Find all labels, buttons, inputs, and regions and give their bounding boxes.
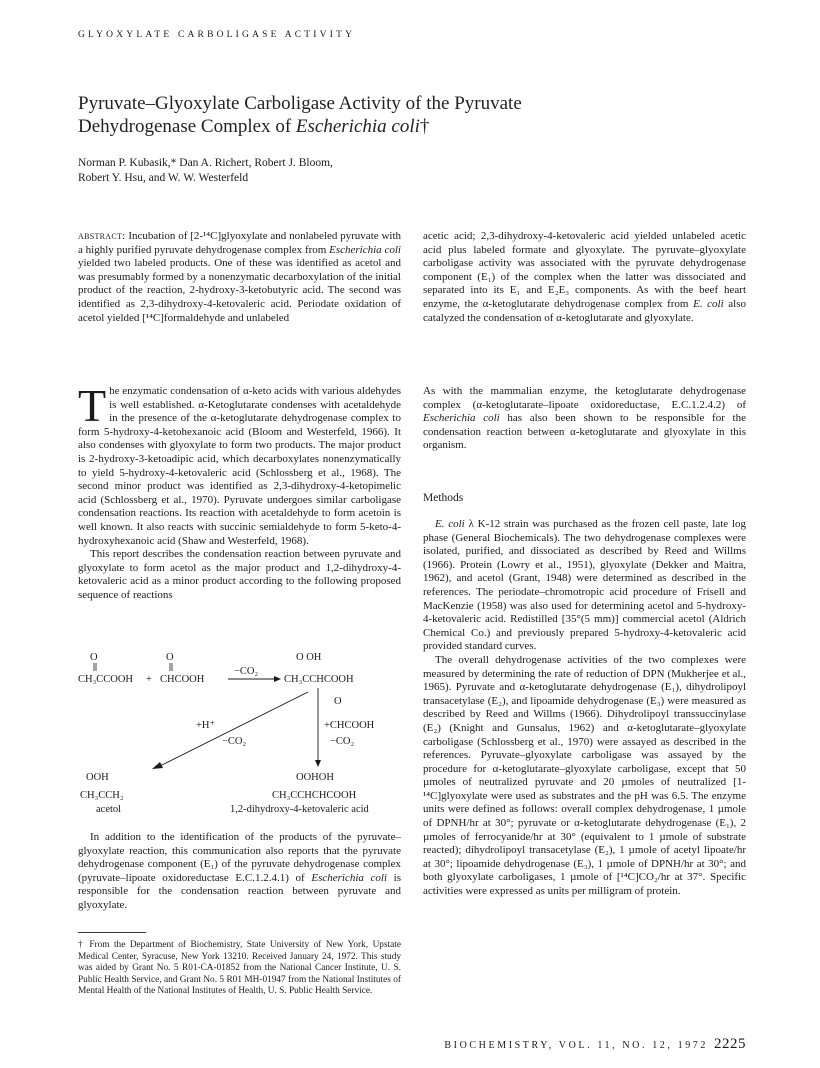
after-scheme-text-a: In addition to the identification of the products of the pyruvate–glyoxylate reaction, this communication also reports that the pyruvate dehydrogenase component (E₁) of the pyruvate dehydrogenase complex (pyruvate–lipoate oxidoreductase E.C.1.2.4.1) of: [78, 831, 401, 884]
page-number: 2225: [714, 1036, 746, 1052]
abstract-left-column: [78, 230, 401, 325]
scheme-arrowhead-down: [315, 760, 321, 767]
scheme-minor-formula: CH₃CCHCHCOOH: [272, 790, 357, 801]
abstract-text-a: Incubation of [2-¹⁴C]glyoxylate and nonlabeled pyruvate with a highly purified pyruvate dehydrogenase complex from: [78, 230, 401, 256]
intro-paragraph-1: he enzymatic condensation of α-keto acids with various aldehydes is well established. α-Ketoglutarate condenses with acetaldehyde in the presence of the α-ketoglutarate dehydrogenase complex to form 5-hydroxy-4-ketohexanoic acid (Bloom and Westerfeld, 1966). It also condenses with glyoxylate to form two products. The major product is 2-hydroxy-3-ketoadipic acid, which decarboxylates nonenzymatically to yield 5-hydroxy-4-ketovaleric acid (Schlossberg et al., 1968). The second minor product was identified as 2,3-dihydroxy-4-ketopimelic acid (Schlossberg et al., 1970). Pyruvate undergoes similar carboligase condensation reactions. Its reaction with acetaldehyde to form acetoin is well known. It also reacts with succinic semialdehyde to form 5-keto-4-hydroxyhexanoic acid (Shaw and Westerfeld, 1968).: [78, 385, 401, 547]
scheme-product-top: O OH: [296, 652, 322, 663]
scheme-arrowhead-1: [274, 676, 281, 682]
scheme-plus-chcooh: +CHCOOH: [324, 720, 375, 731]
scheme-minor-top: OOHOH: [296, 772, 334, 783]
scheme-minus-co2-left: −CO₂: [222, 736, 247, 747]
title-line-2: Dehydrogenase Complex of: [78, 116, 296, 137]
abstract-text-b: yielded two labeled products. One of these was identified as acetol and was presumably formed by a nonenzymatic decarboxylation of the initial product of the reaction, 2-hydroxy-3-ketobutyric acid. The second was identified as 2,3-dihydroxy-4-ketovaleric acid. Periodate oxidation of acetol yielded [¹⁴C]formaldehyde and unlabeled: [78, 257, 401, 324]
footnote-rule: [78, 932, 146, 933]
abstract-right-organism: E. coli: [693, 297, 724, 310]
title-organism: Escherichia coli: [295, 116, 420, 137]
scheme-minor-label: 1,2-dihydroxy-4-ketovaleric acid: [230, 804, 369, 815]
scheme-acetol-formula: CH₃CCH₂: [80, 790, 124, 801]
abstract-label: abstract:: [78, 230, 126, 242]
title-line-1: Pyruvate–Glyoxylate Carboligase Activity of the Pyruvate: [78, 93, 522, 114]
journal-citation: BIOCHEMISTRY, VOL. 11, NO. 12, 1972: [444, 1040, 708, 1051]
methods-column: [423, 518, 746, 899]
authors-line-1: Norman P. Kubasik,* Dan A. Richert, Robert J. Bloom,: [78, 157, 333, 169]
drop-cap: T: [78, 380, 107, 431]
abstract-right-text-a: acetic acid; 2,3-dihydroxy-4-ketovaleric acid yielded unlabeled acetic acid plus labeled formate and glyoxylate. The pyruvate–glyoxylate carboligase activity was associated with the pyruvate dehydrogenase component (E₁) of the complex when the latter was dissociated and separated into its E₁ and E₂E₃ components. As with the beef heart enzyme, the α-ketoglutarate dehydrogenase complex from: [423, 230, 746, 310]
scheme-acetol-top: OOH: [86, 772, 109, 783]
author-list: [78, 156, 498, 186]
page-footer: [423, 1036, 746, 1053]
right-intro-organism: Escherichia coli: [423, 412, 500, 425]
scheme-o2: O: [166, 652, 174, 663]
methods-heading: Methods: [423, 492, 464, 504]
scheme-arrowhead-diag: [152, 762, 163, 769]
after-scheme-text-b: is responsible for the condensation reaction between pyruvate and glyoxylate.: [78, 871, 401, 911]
scheme-glyoxylate: CHCOOH: [160, 674, 205, 685]
scheme-o-mid: O: [334, 696, 342, 707]
scheme-h-plus: +H⁺: [196, 720, 216, 731]
scheme-arrow-label: −CO₂: [234, 666, 259, 677]
abstract-right-column: [423, 230, 746, 325]
reaction-scheme: [78, 648, 408, 818]
title-footnote-mark: †: [419, 116, 430, 137]
intro-paragraph-2: This report describes the condensation reaction between pyruvate and glyoxylate to form acetol as the major product and 1,2-dihydroxy-4-ketovaleric acid as a minor product according to the following proposed sequence of reactions: [78, 548, 401, 601]
scheme-plus-1: +: [146, 674, 152, 685]
after-scheme-paragraph: [78, 831, 401, 913]
running-head: GLYOXYLATE CARBOLIGASE ACTIVITY: [78, 30, 356, 40]
abstract-right-text-b: also catalyzed the condensation of α-ketoglutarate and glyoxylate.: [423, 297, 746, 324]
after-scheme-organism: Escherichia coli: [311, 871, 388, 884]
article-title: [78, 92, 678, 138]
methods-paragraph-2: The overall dehydrogenase activities of the two complexes were measured by determining the rate of reduction of DPN (Mukherjee et al., 1965). Pyruvate and α-ketoglutarate dehydrogenase (E₁), dihydrolipoyl transacetylase (E₂), and lipoamide dehydrogenase (E₃) were measured as described by Reed and Willms (1966). Dihydrolipoyl transsuccinylase (E₂) (Knight and Gunsalus, 1962) and α-ketoglutarate–glyoxylate carboligase (Schlossberg et al., 1970) were assayed as described in the references. Pyruvate–glyoxylate carboligase was assayed by the procedure for α-ketoglutarate–glyoxylate carboligase, except that 50 µmoles of neutralized pyruvate and 20 µmoles of neutralized [1-¹⁴C]glyoxylate were used as substrates and the pH was 6.5. The enzyme units were defined as follows: overall complex dehydrogenase, 1 µmole of DPNH/hr at 30°; pyruvate or α-ketoglutarate dehydrogenase (E₁), 2 µmoles of ferrocyanide/hr at 30° (equivalent to 1 µmole of substrate reacted); dihydrolipoyl transacetylase (E₂), 1 µmole of acetyl lipoate/hr at 30°; lipoamide dehydrogenase (E₃), 1 µmole of DPNH/hr at 30°; and both glyoxylate carboligases, 1 µmole of [¹⁴C]CO₂/hr at 37°. Specific activities were expressed as units per milligram of protein.: [423, 653, 746, 898]
scheme-pyruvate: CH₃CCOOH: [78, 674, 134, 685]
scheme-minus-co2-right: −CO₂: [330, 736, 355, 747]
introduction-column: [78, 380, 401, 603]
authors-line-2: Robert Y. Hsu, and W. W. Westerfeld: [78, 172, 249, 184]
right-intro-text-a: As with the mammalian enzyme, the ketoglutarate dehydrogenase complex (α-ketoglutarate–lipoate oxidoreductase, E.C.1.2.4.2) of: [423, 385, 746, 411]
scheme-product: CH₃CCHCOOH: [284, 674, 354, 685]
right-intro-text-b: has also been shown to be responsible for the condensation reaction between α-ketoglutarate and glyoxylate in this organism.: [423, 412, 746, 452]
abstract-organism: Escherichia coli: [329, 243, 401, 256]
methods-paragraph-1: λ K-12 strain was purchased as the frozen cell paste, late log phase (General Biochemicals). The two dehydrogenase complexes were isolated, purified, and dissociated as described by Reed and Willms (1966). Protein (Lowry et al., 1951), glyoxylate (Dekker and Maitra, 1962), and acetol (Grant, 1948) were determined as described in the references. The periodate–chromotropic acid procedure of Frisell and MacKenzie (1958) was also used for determining acetol and 5-hydroxy-4-ketovaleric acid. Redistilled [35°(5 mm)] commercial acetol (Aldrich Chemical Co.) and previously prepared 5-hydroxy-4-ketovaleric acid provided standard curves.: [423, 518, 746, 653]
methods-organism: E. coli: [435, 518, 465, 530]
right-intro-paragraph: [423, 385, 746, 453]
scheme-arrow-diag: [160, 692, 308, 766]
scheme-acetol-label: acetol: [96, 804, 122, 815]
scheme-o1: O: [90, 652, 98, 663]
footnote: † From the Department of Biochemistry, State University of New York, Upstate Medical Center, Syracuse, New York 13210. Received January 24, 1972. This study was aided by Grant No. 5 R01-CA-01852 from the National Cancer Institute, U. S. Public Health Service, and Grant No. 5 R01 MH-01947 from the National Institutes of Mental Health of the National Institutes of Health, U. S. Public Health Service.: [78, 940, 401, 997]
